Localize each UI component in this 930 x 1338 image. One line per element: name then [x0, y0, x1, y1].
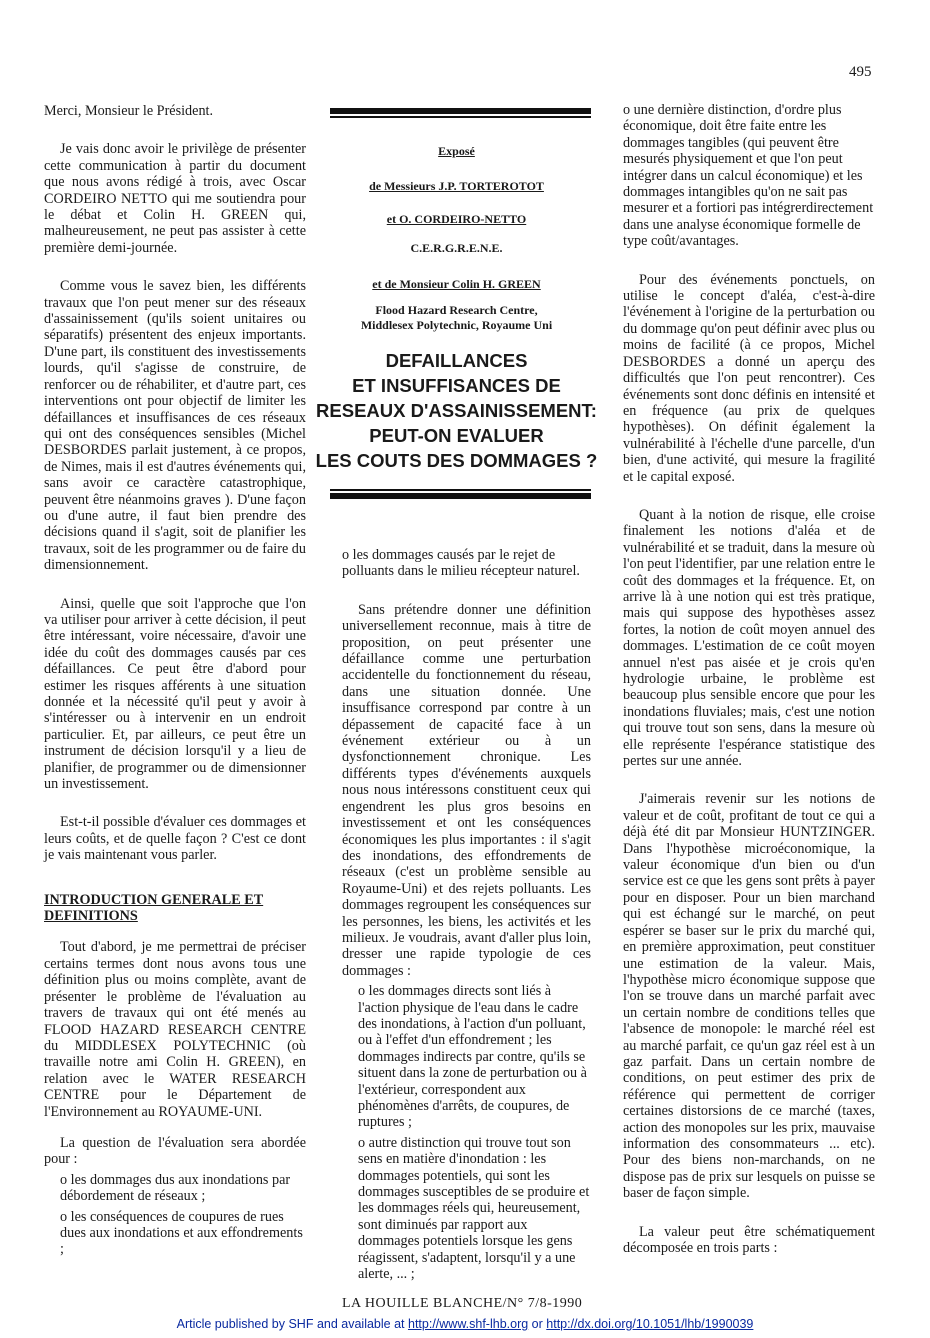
paragraph: La question de l'évaluation sera abordée pour : — [44, 1134, 306, 1168]
paragraph: Quant à la notion de risque, elle croise finalement les notions d'aléa et de vulnérabilité et se traduit, dans la mesure où l'on peut l'identifier, par une relation entre le coût des dommages et la fréquence. Et, on arrive là à une notion qui est très pratique, mais qui suppose des hypothèses assez fortes, la notion de coût moyen annuel des dommages. L'estimation de ce coût moyen annuel n'est pas aisée et je crois qu'en hydrologie urbaine, le problème est beaucoup plus sensible encore que pour les inondations fluviales; mais, c'est une notion qui trouve tout son sens, dans la mesure où elle représente l'espérance statistique des pertes sur une année. — [623, 506, 875, 770]
doi-link[interactable]: http://dx.doi.org/10.1051/lhb/1990039 — [546, 1317, 754, 1331]
paragraph: Merci, Monsieur le Président. — [44, 103, 214, 119]
header-rule-bottom-thin — [330, 489, 591, 491]
expose-label: Exposé — [438, 144, 475, 158]
paragraph: Je vais donc avoir le privilège de présenter cette communication à partir du document que nous avons rédigé à trois, avec Oscar CORDEIRO NETTO qui me soutiendra pour le débat et Colin H. GREEN qui, malheureusement, ne peut pas assister à cette première demi-journée. — [44, 141, 306, 256]
column-middle — [314, 108, 599, 1313]
organisation: Flood Hazard Research Centre, — [375, 303, 538, 317]
authors-line: de Messieurs J.P. TORTEROTOT — [369, 179, 544, 193]
section-heading: INTRODUCTION GENERALE ET DEFINITIONS — [44, 891, 264, 925]
header-rule-bottom — [330, 493, 591, 499]
bullet-item: o les dommages dus aux inondations par débordement de réseaux ; — [60, 1171, 291, 1205]
authors-line: et de Monsieur Colin H. GREEN — [372, 277, 541, 291]
publisher-text: Article published by SHF and available at — [176, 1317, 408, 1331]
journal-reference: LA HOUILLE BLANCHE/N° 7/8-1990 — [342, 1296, 583, 1312]
paragraph: Ainsi, quelle que soit l'approche que l'on va utiliser pour arriver à cette décision, il peut être intéressant, voire nécessaire, d'avoir une idée du coût des dommages causés par ces défaillances. Ce peut être d'abord pour estimer les risques afférents à une situation donnée et la nécessité qu'il peut y avoir à s'intéresser ou à intervenir en un endroit particulier. Et, par ailleurs, ce peut être un instrument de décision lorsqu'il y a lieu de planifier, de programmer ou de dimensionner un investissement. — [44, 595, 306, 793]
paragraph: La valeur peut être schématiquement décomposée en trois parts : — [623, 1223, 875, 1256]
organisation: C.E.R.G.R.E.N.E. — [410, 241, 503, 255]
column-right — [623, 102, 875, 1256]
bullet-item: o les conséquences de coupures de rues dues aux inondations et aux effondrements ; — [60, 1208, 303, 1258]
shf-link[interactable]: http://www.shf-lhb.org — [408, 1317, 529, 1331]
title-line: LES COUTS DES DOMMAGES ? — [315, 450, 598, 471]
title-line: ET INSUFFISANCES DE — [352, 375, 561, 396]
header-rule-top — [330, 108, 591, 114]
paragraph: Est-t-il possible d'évaluer ces dommages et leurs coûts, et de quelle façon ? C'est ce dont je vais maintenant vous parler. — [44, 814, 306, 864]
publisher-notice — [0, 1317, 930, 1331]
paragraph: Comme vous le savez bien, les différents travaux que l'on peut mener sur des réseaux d'assainissement (qu'ils soient unitaires ou séparatifs) présentent des enjeux importants. D'une part, ils constituent des investissements lourds, qu'il s'agisse de construire, de renforcer ou de réhabiliter, et d'autre part, ces interventions ont pour objectif de limiter les défaillances et insuffisances de ces réseaux qui ont des conséquences sensibles (Michel DESBORDES parlait justement, à ce propos, de Nimes, mais il est d'autres événements qui, sans avoir ce caractère catastrophique, peuvent être néanmoins graves ). D'une façon ou d'une autre, il faut bien prendre des décisions quand il s'agit, soit de planifier les travaux, soit de les programmer ou de faire du dimensionnement. — [44, 278, 306, 574]
title-line: PEUT-ON EVALUER — [369, 425, 544, 446]
title-line: DEFAILLANCES — [385, 350, 528, 371]
paragraph: J'aimerais revenir sur les notions de valeur et de coût, profitant de tout ce qui a déjà été dit par Monsieur HUNTZINGER. Dans l'hypothèse microéconomique, la valeur économique d'un bien ou d'un service est ce que les gens sont prêts à payer pour en disposer. Pour un bien marchand qui est échangé sur le marché, on peut espérer se baser sur le prix du marché qui, en première approximation, peut constituer une estimation de la valeur. Mais, l'hypothèse micro économique suppose que l'on se trouve dans un marché parfait avec un certain nombre de conditions telles que l'absence de monopole: le marché réel est au marché parfait, ce qu'un gaz réel est à un gaz parfait. Dans un certain nombre de conditions, on peut estimer des prix de référence qui permettent de corriger certaines distorsions de ce marché (taxes, action des monopoles sur les prix, mauvaise information des consommateurs ... etc). Pour des biens non-marchands, on ne dispose pas de prix sur lesquels on puisse se baser de façon simple. — [623, 791, 875, 1202]
bullet-item: o les dommages directs sont liés à l'action physique de l'eau dans le cadre des inondations, à l'action d'un polluant, ou à l'effet d'un effondrement ; les dommages indirects par contre, qu'ils se situent dans la zone de perturbation ou à l'extérieur, correspondent aux phénomènes d'arrêts, de coupures, de ruptures ; — [358, 983, 587, 1131]
bullet-item: o les dommages causés par le rejet de polluants dans le milieu récepteur naturel. — [342, 547, 580, 580]
bullet-item: o une dernière distinction, d'ordre plus économique, doit être faite entre les dommages tangibles (qui peuvent être mesurés physiquement et que l'on peut intégrer dans un calcul économique) et les dommages intangibles qu'on ne sait pas mesurer et a fortiori pas intégrerdirectement dans une analyse économique formelle de type coût/avantages. — [623, 102, 874, 250]
organisation: Middlesex Polytechnic, Royaume Uni — [360, 318, 553, 332]
column-left — [44, 103, 306, 1258]
header-rule-top-thin — [330, 116, 591, 118]
article-title — [314, 348, 599, 473]
paragraph: Tout d'abord, je me permettrai de préciser certains termes dont nous avons tous une définition plus ou moins complète, avant de présenter le problème de l'évaluation au travers de travaux qui ont été menés au FLOOD HAZARD RESEARCH CENTRE du MIDDLESEX POLYTECHNIC (où travaille notre ami Colin H. GREEN), en relation avec le WATER RESEARCH CENTRE pour le Département de l'Environnement au ROYAUME-UNI. — [44, 939, 306, 1120]
authors-line: et O. CORDEIRO-NETTO — [386, 212, 527, 226]
bullet-item: o autre distinction qui trouve tout son sens en matière d'inondation : les dommages potentiels, qui sont les dommages susceptibles de se produire et les dommages réels qui, heureusement, sont diminués par rapport aux dommages potentiels lorsque les gens réagissent, s'adaptent, lorsqu'il y a une alerte, ... ; — [358, 1134, 590, 1283]
paragraph: Sans prétendre donner une définition universellement reconnue, mais à titre de proposition, on peut présenter une défaillance comme une perturbation accidentelle du fonctionnement du réseau, dans une situation donnée. Une insuffisance correspond par contre à un dépassement de capacité face à un événement extérieur ou à un dysfonctionnement chronique. Les différents types d'événements auxquels nous nous intéressons constituent ceux qui engendrent les plus gros besoins en investissement et ont les conséquences économiques les plus importantes : il s'agit des inondations, des effondrements de réseaux (c'est un problème sensible au Royaume-Uni) et des rejets polluants. Les dommages regroupent les conséquences sur les personnes, les biens, les activités et les milieux. Je voudrais, avant d'aller plus loin, dresser une rapide typologie de ces dommages : — [342, 601, 591, 979]
page-number: 495 — [849, 64, 872, 80]
title-line: RESEAUX D'ASSAINISSEMENT: — [316, 400, 597, 421]
publisher-text: or — [528, 1317, 547, 1331]
paragraph: Pour des événements ponctuels, on utilise le concept d'aléa, c'est-à-dire l'événement à l'origine de la perturbation ou du dommage qu'on peut définir avec plus ou moins de facilité (à ce propos, Michel DESBORDES a donné un aperçu des difficultés que l'on peut rencontrer). Ces événements sont donc définis en intensité et en fréquence (au prix de quelques hypothèses). On définit également la vulnérabilité à l'échelle d'une parcelle, d'un bien, d'une activité, qui mesure la fragilité et le capital exposé. — [623, 271, 875, 485]
